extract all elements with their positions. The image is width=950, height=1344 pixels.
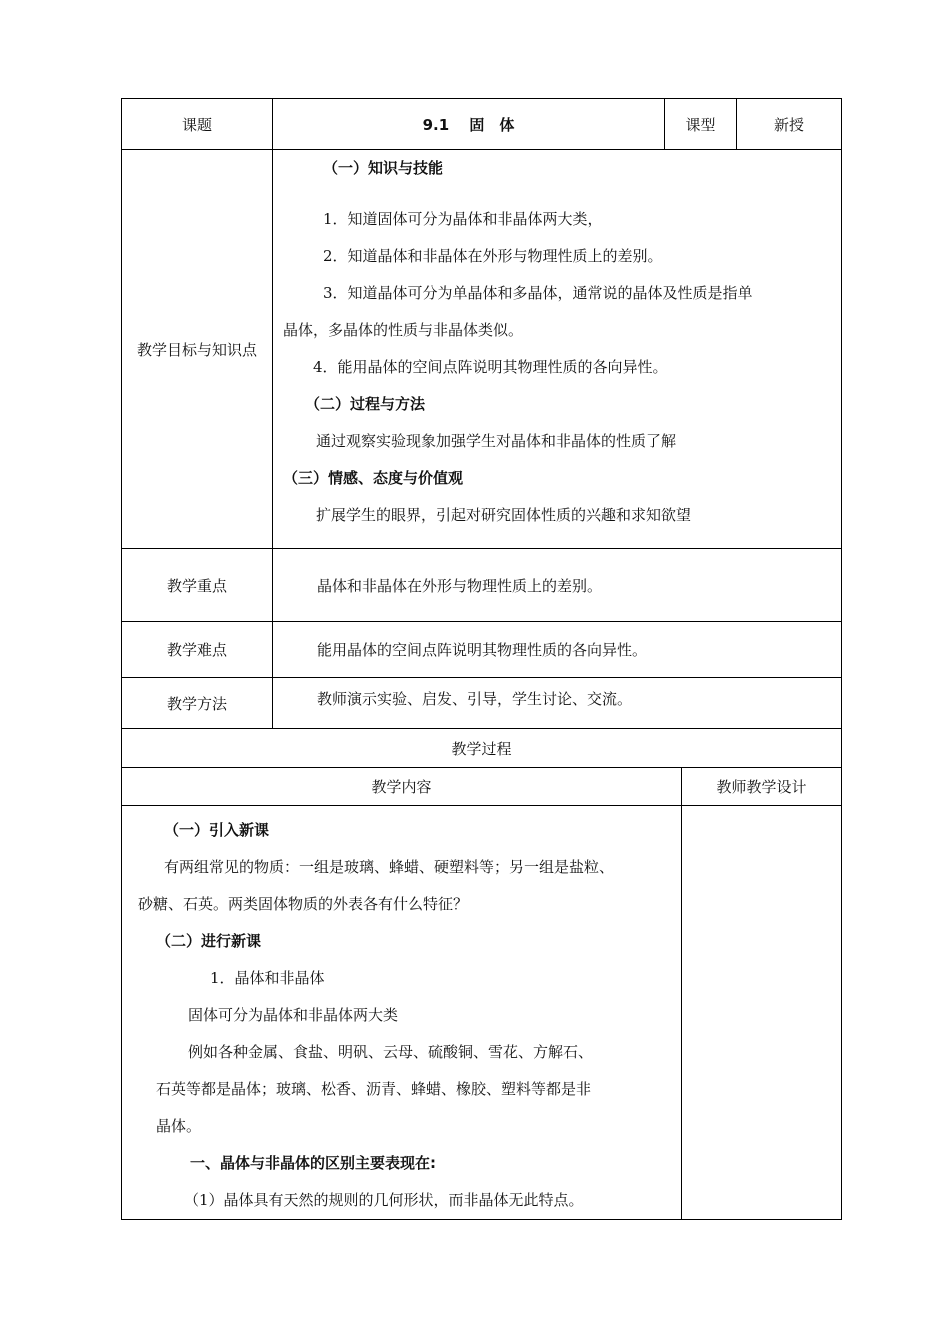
- content-example-1: 例如各种金属、食盐、明矾、云母、硫酸铜、雪花、方解石、: [188, 1043, 594, 1061]
- key-point-row: [122, 549, 842, 622]
- difficulty-label: 教学难点: [122, 622, 273, 678]
- content-subheading-1: 1．晶体和非晶体: [210, 969, 325, 987]
- content-heading-3: 一、晶体与非晶体的区别主要表现在:: [190, 1154, 437, 1172]
- key-point-label: 教学重点: [122, 549, 273, 622]
- process-header-row: [122, 768, 842, 806]
- content-paragraph-1: 有两组常见的物质：一组是玻璃、蜂蜡、硬塑料等；另一组是盐粒、: [164, 858, 615, 876]
- process-title-row: [122, 729, 842, 768]
- column-teaching-content: 教学内容: [122, 768, 682, 806]
- topic-label: 课题: [122, 99, 273, 150]
- objectives-row: [122, 150, 842, 549]
- lesson-type-value: 新授: [737, 99, 842, 150]
- objective-item-2: 2．知道晶体和非晶体在外形与物理性质上的差别。: [323, 247, 663, 265]
- objective-item-3: 3．知道晶体可分为单晶体和多晶体，通常说的晶体及性质是指单: [323, 284, 753, 302]
- lesson-plan-table: [121, 98, 842, 1220]
- method-row: [122, 678, 842, 729]
- content-difference-1: （1）晶体具有天然的规则的几何形状，而非晶体无此特点。: [184, 1191, 584, 1209]
- objectives-label: 教学目标与知识点: [122, 150, 273, 549]
- lesson-type-label: 课型: [665, 99, 737, 150]
- content-heading-1: （一）引入新课: [164, 821, 270, 839]
- objective-item-3-cont: 晶体，多晶体的性质与非晶体类似。: [283, 321, 524, 339]
- content-example-3: 晶体。: [156, 1117, 202, 1135]
- process-title: 教学过程: [122, 729, 842, 768]
- key-point-text: 晶体和非晶体在外形与物理性质上的差别。: [273, 549, 842, 622]
- difficulty-text: 能用晶体的空间点阵说明其物理性质的各向异性。: [273, 622, 842, 678]
- objectives-section-2-title: （二）过程与方法: [305, 395, 426, 413]
- objectives-section-3-text: 扩展学生的眼界，引起对研究固体性质的兴趣和求知欲望: [316, 506, 692, 524]
- objectives-section-1-title: （一）知识与技能: [323, 159, 444, 177]
- method-label: 教学方法: [122, 678, 273, 729]
- process-body-row: [122, 806, 842, 1220]
- objectives-section-3-title: （三）情感、态度与价值观: [283, 469, 464, 487]
- topic-title: 9.1 固 体: [273, 99, 665, 150]
- method-text: 教师演示实验、启发、引导，学生讨论、交流。: [273, 678, 842, 729]
- column-teacher-design: 教师教学设计: [682, 768, 842, 806]
- content-paragraph-1-cont: 砂糖、石英。两类固体物质的外表各有什么特征？: [138, 895, 469, 913]
- objective-item-1: 1．知道固体可分为晶体和非晶体两大类，: [323, 210, 603, 228]
- teaching-content: [122, 806, 682, 1220]
- content-heading-2: （二）进行新课: [156, 932, 262, 950]
- objective-item-4: 4．能用晶体的空间点阵说明其物理性质的各向异性。: [313, 358, 668, 376]
- teacher-design-cell: [682, 806, 842, 1220]
- objectives-section-2-text: 通过观察实验现象加强学生对晶体和非晶体的性质了解: [316, 432, 677, 450]
- content-subheading-1-text: 固体可分为晶体和非晶体两大类: [188, 1006, 399, 1024]
- difficulty-row: [122, 622, 842, 678]
- header-row: [122, 99, 842, 150]
- content-example-2: 石英等都是晶体；玻璃、松香、沥青、蜂蜡、橡胶、塑料等都是非: [156, 1080, 592, 1098]
- objectives-content: [273, 150, 842, 549]
